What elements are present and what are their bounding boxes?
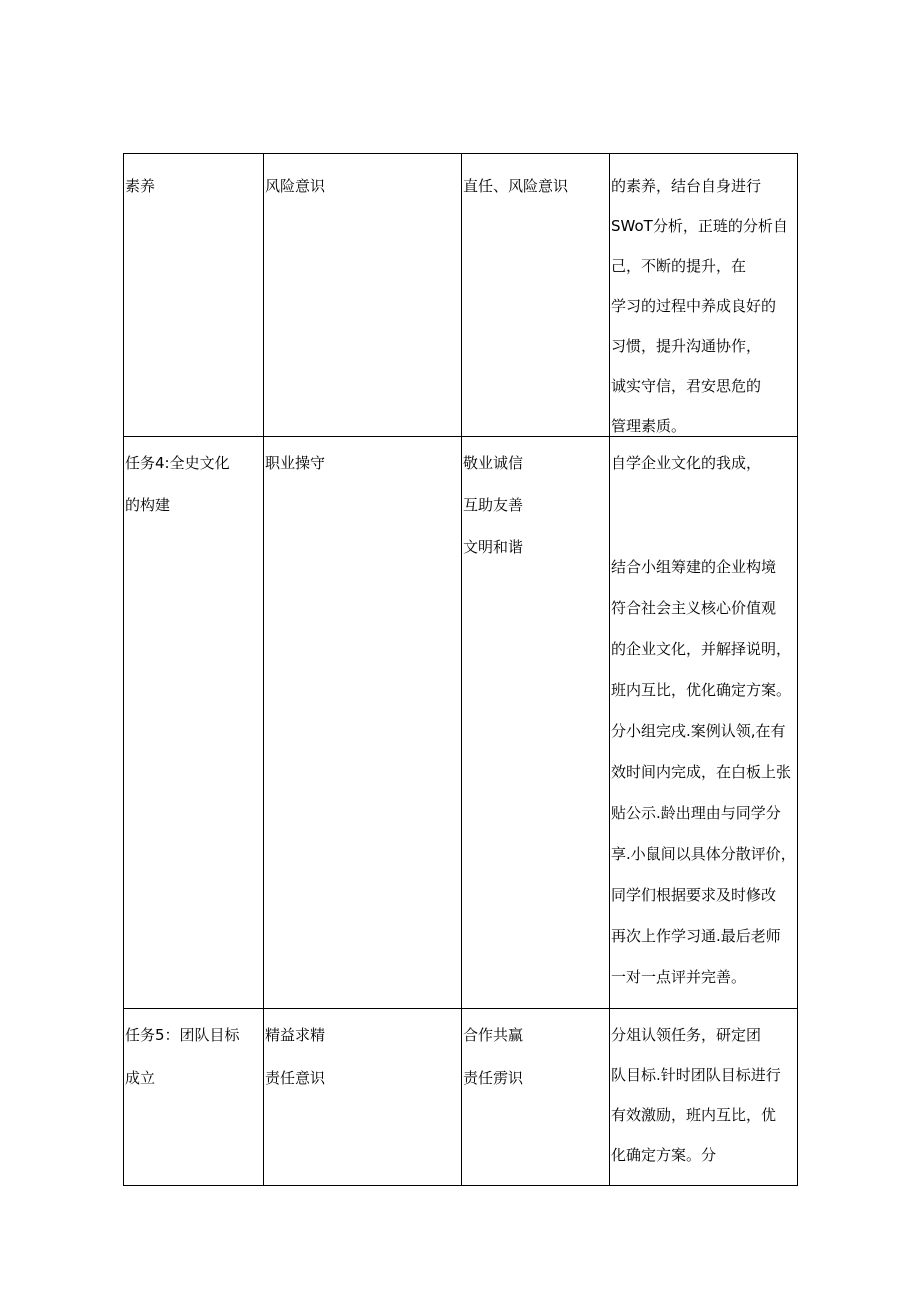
cell-text: 素养 (125, 177, 156, 195)
cell-text: 贴公示.龄出理由与同学分 (611, 804, 781, 822)
cell-text: 的素养，结台自身进行 (611, 177, 762, 195)
cell-text: 学习的过程中养成良好的 (611, 297, 777, 315)
cell-text: 效时间内完成，在白板上张 (611, 763, 792, 781)
cell-text: 符合社会主义核心价值观 (611, 599, 777, 617)
cell-text: 精益求精 (265, 1026, 326, 1044)
cell-text: 文明和谐 (463, 538, 524, 556)
cell-text: 责任意识 (265, 1069, 326, 1087)
cell-text: 敬业诚信 (463, 454, 524, 472)
table-cell-activity (610, 437, 798, 1009)
table-cell-task (124, 1009, 264, 1186)
cell-text: 职业操守 (265, 454, 326, 472)
table-cell-activity (610, 1009, 798, 1186)
cell-text: 班内互比，优化确定方案。 (611, 681, 792, 699)
table-cell-value (462, 1009, 610, 1186)
cell-text: 习惯，提升沟通协作， (611, 337, 762, 355)
cell-text: 再次上作学习通.最后老师 (611, 927, 781, 945)
cell-text: 合作共赢 (463, 1026, 524, 1044)
table-cell-task (124, 437, 264, 1009)
cell-text: 一对一点评并完善。 (611, 968, 747, 986)
cell-text: 成立 (125, 1069, 156, 1087)
table-cell-quality (264, 437, 462, 1009)
cell-text: 化确定方案。分 (611, 1146, 717, 1164)
cell-text: 队目标.针时团队目标进行 (611, 1066, 781, 1084)
cell-text: 的企业文化，并解择说明， (611, 640, 792, 658)
cell-text: 己，不断的提升，在 (611, 257, 747, 275)
cell-text: 任务5：团队目标 (125, 1026, 240, 1044)
cell-text: 自学企业文化的我成， (611, 454, 762, 472)
curriculum-table (123, 153, 798, 1186)
cell-text: 任务4:全史文化 (125, 454, 230, 472)
table-cell-task (124, 154, 264, 437)
table-cell-activity (610, 154, 798, 437)
cell-text: 同学们根据要求及时修改 (611, 886, 777, 904)
table-row (124, 437, 798, 1009)
table-cell-value (462, 154, 610, 437)
table-row (124, 1009, 798, 1186)
cell-text: 享.小鼠间以具体分散评价， (611, 845, 796, 863)
cell-text: 责任雳识 (463, 1069, 524, 1087)
cell-text: 管理素质。 (611, 417, 687, 435)
cell-text: 分小组完戌.案例认领,在有 (611, 722, 786, 740)
cell-text: 分俎认领任务，研定团 (611, 1026, 762, 1044)
table-cell-quality (264, 1009, 462, 1186)
cell-text: 互助友善 (463, 496, 524, 514)
table-row (124, 154, 798, 437)
cell-text: 风险意识 (265, 177, 326, 195)
table-cell-value (462, 437, 610, 1009)
cell-text: 有效激励，班内互比，优 (611, 1106, 777, 1124)
cell-text: 的构建 (125, 496, 171, 514)
cell-text: 结合小组筹建的企业构境 (611, 558, 777, 576)
cell-text: 直任、风险意识 (463, 177, 569, 195)
table-cell-quality (264, 154, 462, 437)
cell-text: SWoT分析，正琏的分析自 (611, 217, 788, 235)
cell-text: 诚实守信，君安思危的 (611, 377, 762, 395)
